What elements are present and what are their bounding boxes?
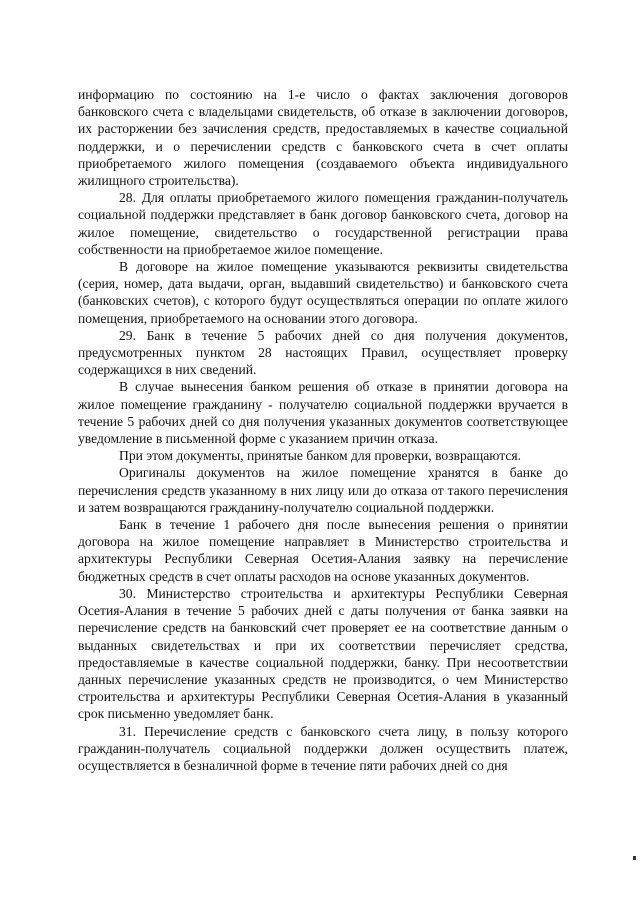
paragraph-bank-request: Банк в течение 1 рабочего дня после вынесения решения о принятии договора на жилое помещение направляет в Министерство строительства и архитектуры Республики Северная Осетия-Алания заявку на перечисление бюджетных средств в счет оплаты расходов на основе указанных документов.	[78, 517, 568, 584]
paragraph-30: 30. Министерство строительства и архитектуры Республики Северная Осетия-Алания в течение 5 рабочих дней с даты получения от банка заявки на перечисление средств на банковский счет проверяет ее на соответствие данным о выданных свидетельствах и при их соответствии перечисляет средства, предоставляемые в качестве социальной поддержки, банку. При несоответствии данных перечисление указанных средств не производится, о чем Министерство строительства и архитектуры Республики Северная Осетия-Алания в указанный срок письменно уведомляет банк.	[78, 585, 568, 722]
paragraph-31: 31. Перечисление средств с банковского счета лицу, в пользу которого гражданин-получатель социальной поддержки должен осуществить платеж, осуществляется в безналичной форме в течение пяти рабочих дней со дня	[78, 723, 568, 773]
paragraph-continuation: информацию по состоянию на 1-е число о фактах заключения договоров банковского счета с владельцами свидетельств, об отказе в заключении договоров, их расторжении без зачисления средств, предоставляемых в качестве социальной поддержки, и о перечислении средств с банковского счета в счет оплаты приобретаемого жилого помещения (создаваемого объекта индивидуального жилищного строительства).	[78, 87, 568, 189]
scan-edge-mark	[633, 856, 636, 860]
paragraph-refusal: В случае вынесения банком решения об отказе в принятии договора на жилое помещение гражданину - получателю социальной поддержки вручается в течение 5 рабочих дней со дня получения указанных документов соответствующее уведомление в письменной форме с указанием причин отказа.	[78, 379, 568, 447]
paragraph-documents-returned: При этом документы, принятые банком для проверки, возвращаются.	[119, 448, 522, 464]
paragraph-29: 29. Банк в течение 5 рабочих дней со дня получения документов, предусмотренных пунктом 28 настоящих Правил, осуществляет проверку содержащихся в них сведений.	[78, 327, 568, 378]
paragraph-28: 28. Для оплаты приобретаемого жилого помещения гражданин-получатель социальной поддержки представляет в банк договор банковского счета, договор на жилое помещение, свидетельство о государственной регистрации права собственности на приобретаемое жилое помещение.	[78, 190, 568, 257]
paragraph-contract-details: В договоре на жилое помещение указываются реквизиты свидетельства (серия, номер, дата выдачи, орган, выдавший свидетельство) и банковского счета (банковских счетов), с которого будут осуществляться операции по оплате жилого помещения, приобретаемого на основании этого договора.	[78, 259, 568, 326]
document-body	[78, 86, 568, 774]
paragraph-originals: Оригиналы документов на жилое помещение хранятся в банке до перечисления средств указанному в них лицу или до отказа от такого перечисления и затем возвращаются гражданину-получателю социальной поддержки.	[78, 465, 568, 515]
